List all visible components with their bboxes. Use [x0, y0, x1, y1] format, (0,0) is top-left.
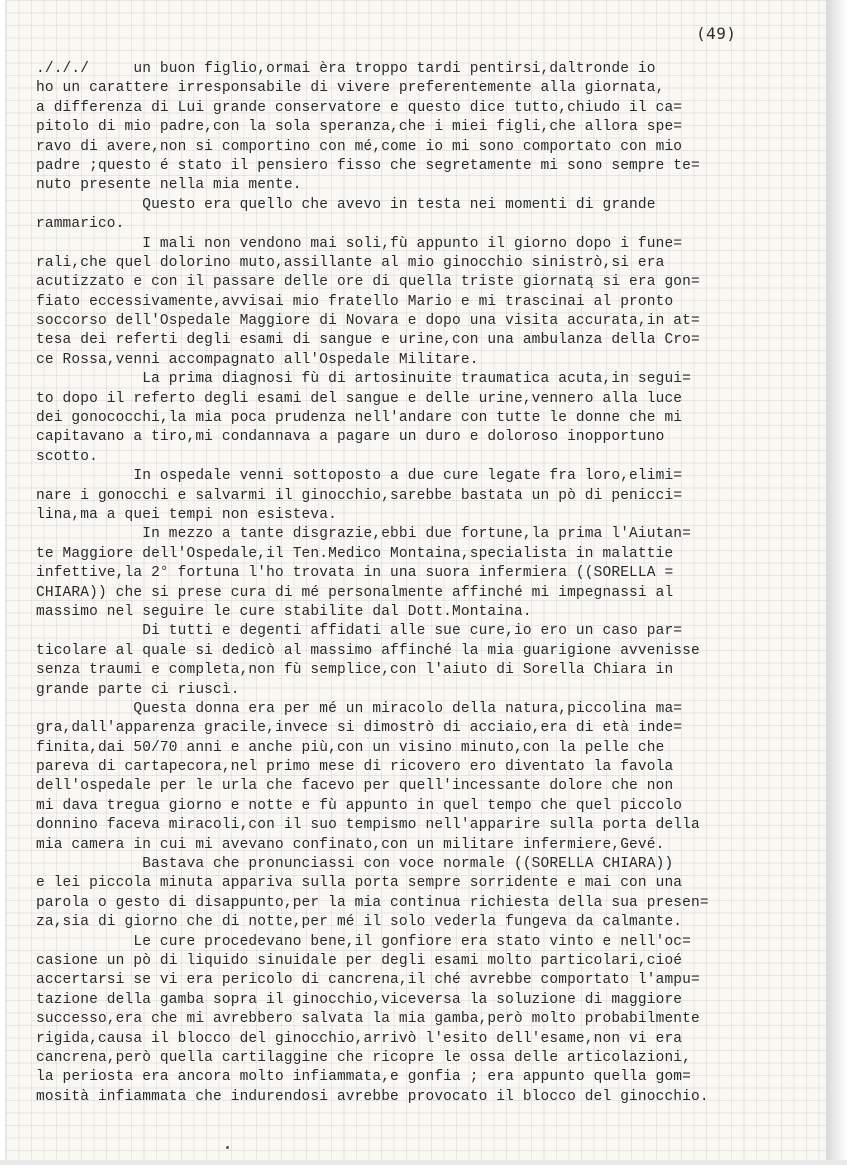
- ink-dot: [226, 1146, 229, 1149]
- body-text: [36, 60, 826, 1107]
- text-line: la periosta era ancora molto infiammata,e gonfia ; era appunto quella gom=: [36, 1069, 692, 1086]
- text-line: grande parte ci riuscì.: [36, 681, 240, 698]
- text-line: massimo nel seguire le cure stabilite dal Dott.Montaina.: [36, 603, 532, 620]
- text-line: finita,dai 50/70 anni e anche più,con un visino minuto,con la pelle che: [36, 739, 665, 756]
- page-number: (49): [696, 24, 737, 43]
- scan-edge-right: [826, 0, 847, 1165]
- text-line: acutizzato e con il passare delle ore di quella triste giornatą si era gon=: [36, 274, 700, 291]
- text-line: pareva di cartapecora,nel primo mese di ricovero ero diventato la favola: [36, 759, 674, 776]
- text-line: Bastava che pronunciassi con voce normale ((SORELLA CHIARA)): [36, 856, 674, 873]
- typewritten-page: [6, 0, 826, 1160]
- text-line: nare i gonocchi e salvarmi il ginocchio,sarebbe bastata un pò di penicci=: [36, 487, 683, 504]
- text-line: ravo di avere,non si comportino con mé,come io mi sono comportato con mio: [36, 138, 683, 155]
- text-line: cancrena,però quella cartilaggine che ricopre le ossa delle articolazioni,: [36, 1049, 692, 1066]
- text-line: ./././ un buon figlio,ormai èra troppo tardi pentirsi,daltronde io: [36, 61, 656, 77]
- text-line: rigida,causa il blocco del ginocchio,arrivò l'esito dell'esame,non vi era: [36, 1030, 683, 1047]
- text-line: accertarsi se vi era pericolo di cancrena,il ché avrebbe comportato l'ampu=: [36, 972, 700, 989]
- scan-edge-bottom: [0, 1160, 847, 1165]
- text-line: padre ;questo é stato il pensiero fisso che segretamente mi sono sempre te=: [36, 157, 700, 174]
- text-line: scotto.: [36, 448, 98, 465]
- text-line: La prima diagnosi fù di artosinuite traumatica acuta,in segui=: [36, 371, 692, 388]
- text-line: e lei piccola minuta appariva sulla porta sempre sorridente e mai con una: [36, 875, 683, 892]
- text-line: ho un carattere irresponsabile di vivere preferentemente alla giornata,: [36, 80, 665, 97]
- text-line: parola o gesto di disappunto,per la mia continua richiesta della sua presen=: [36, 894, 709, 911]
- text-line: In ospedale venni sottoposto a due cure legate fra loro,elimi=: [36, 468, 683, 485]
- text-line: CHIARA)) che si prese cura di mé personalmente affinché mi impegnassi al: [36, 584, 674, 601]
- text-line: ticolare al quale si dedicò al massimo affinché la mia guarigione avvenisse: [36, 642, 700, 659]
- text-line: te Maggiore dell'Ospedale,il Ten.Medico Montaina,specialista in malattie: [36, 545, 674, 562]
- text-line: dell'ospedale per le urla che facevo per quell'incessante dolore che non: [36, 778, 674, 795]
- text-line: rali,che quel dolorino muto,assillante al mio ginocchio sinistrò,si era: [36, 254, 665, 271]
- text-line: tesa dei referti degli esami di sangue e urine,con una ambulanza della Cro=: [36, 332, 700, 349]
- text-line: successo,era che mi avrebbero salvata la mia gamba,però molto probabilmente: [36, 1011, 700, 1028]
- text-line: infettive,la 2° fortuna l'ho trovata in una suora infermiera ((SORELLA =: [36, 565, 674, 582]
- text-line: za,sia di giorno che di notte,per mé il solo vederla fungeva da calmante.: [36, 914, 683, 931]
- text-line: rammarico.: [36, 216, 125, 233]
- text-line: In mezzo a tante disgrazie,ebbi due fortune,la prima l'Aiutan=: [36, 526, 692, 543]
- text-line: mia camera in cui mi avevano confinato,con un militare infermiere,Gevé.: [36, 836, 665, 853]
- text-line: ce Rossa,venni accompagnato all'Ospedale Militare.: [36, 351, 479, 368]
- text-line: fiato eccessivamente,avvisai mio fratello Mario e mi trascinai al pronto: [36, 293, 674, 310]
- text-line: mosità infiammata che indurendosi avrebbe provocato il blocco del ginocchio.: [36, 1088, 709, 1105]
- text-line: soccorso dell'Ospedale Maggiore di Novara e dopo una visita accurata,in at=: [36, 313, 700, 330]
- text-line: dei gonococchi,la mia poca prudenza nell'andare con tutte le donne che mi: [36, 410, 683, 427]
- text-line: casione un pò di liquido sinuidale per degli esami molto particolari,cioé: [36, 952, 683, 969]
- text-line: tazione della gamba sopra il ginocchio,viceversa la soluzione di maggiore: [36, 991, 683, 1008]
- text-line: I mali non vendono mai soli,fù appunto il giorno dopo i fune=: [36, 235, 683, 252]
- text-line: Le cure procedevano bene,il gonfiore era stato vinto e nell'oc=: [36, 933, 692, 950]
- text-line: Questo era quello che avevo in testa nei momenti di grande: [36, 196, 656, 213]
- text-line: donnino faceva miracoli,con il suo tempismo nell'apparire sulla porta della: [36, 817, 700, 834]
- text-line: Di tutti e degenti affidati alle sue cure,io ero un caso par=: [36, 623, 683, 640]
- text-line: Questa donna era per mé un miracolo della natura,piccolina ma=: [36, 700, 683, 717]
- text-line: pitolo di mio padre,con la sola speranza,che i miei figli,che allora spe=: [36, 119, 683, 136]
- text-line: to dopo il referto degli esami del sangue e delle urine,vennero alla luce: [36, 390, 683, 407]
- text-line: gra,dall'apparenza gracile,invece si dimostrò di acciaio,era di età inde=: [36, 720, 683, 737]
- text-line: mi dava tregua giorno e notte e fù appunto in quel tempo che quel piccolo: [36, 797, 683, 814]
- text-line: capitavano a tiro,mi condannava a pagare un duro e doloroso inopportuno: [36, 429, 665, 446]
- text-line: a differenza di Lui grande conservatore e questo dice tutto,chiudo il ca=: [36, 99, 683, 116]
- text-line: lina,ma a quei tempi non esisteva.: [36, 506, 337, 523]
- text-line: senza traumi e completa,non fù semplice,con l'aiuto di Sorella Chiara in: [36, 662, 674, 679]
- text-line: nuto presente nella mia mente.: [36, 177, 302, 194]
